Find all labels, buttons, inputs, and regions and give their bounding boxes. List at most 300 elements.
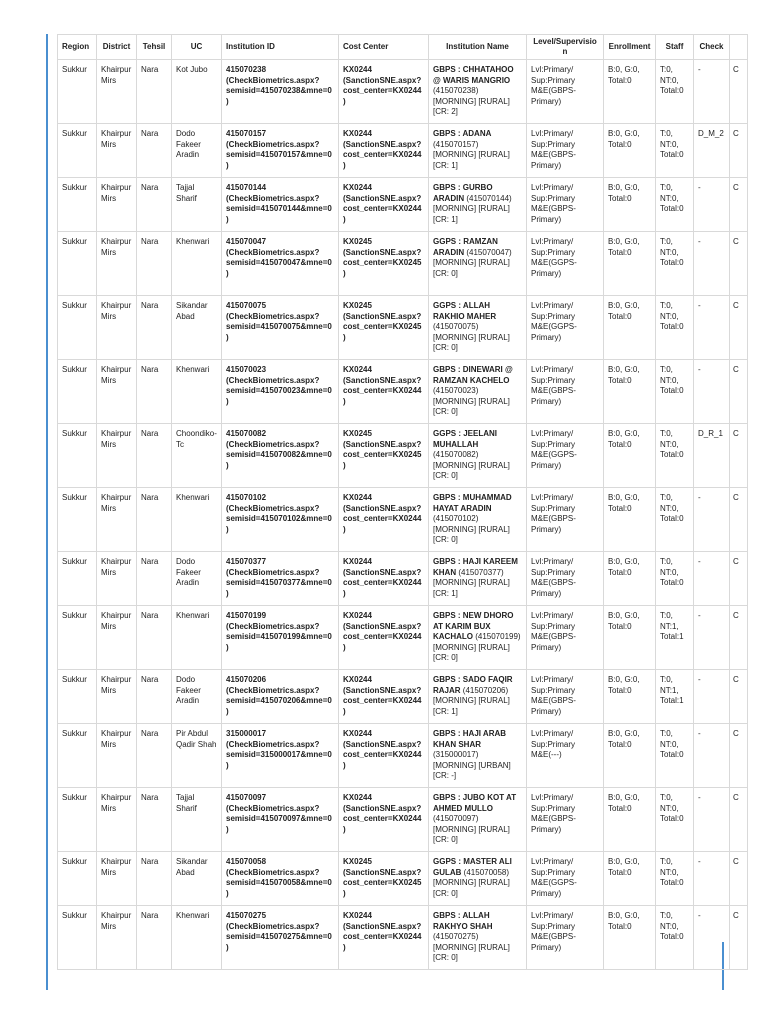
cell-region: Sukkur <box>58 424 97 488</box>
cell-enrollment: B:0, G:0, Total:0 <box>604 606 656 670</box>
cell-uc: Dodo Fakeer Aradin <box>172 124 222 178</box>
cell-institution-id[interactable] <box>222 488 339 552</box>
cell-tehsil: Nara <box>137 788 172 852</box>
cell-cost-center[interactable] <box>339 296 429 360</box>
cell-staff: T:0, NT:0, Total:0 <box>656 906 694 970</box>
cell-uc: Tajjal Sharif <box>172 178 222 232</box>
cell-check: - <box>694 488 730 552</box>
cell-district: Khairpur Mirs <box>97 232 137 296</box>
institution-id-link[interactable]: 415070102 <box>226 493 267 502</box>
cell-tehsil: Nara <box>137 232 172 296</box>
cell-level-supervision: Lvl:Primary/ Sup:Primary M&E(GGPS-Primary) <box>527 232 604 296</box>
table-row[interactable] <box>58 852 748 906</box>
institution-id-link[interactable]: 415070275 <box>226 911 267 920</box>
cell-district: Khairpur Mirs <box>97 670 137 724</box>
institution-details: (415070082) [MORNING] [RURAL] [CR: 0] <box>433 450 510 480</box>
cell-district: Khairpur Mirs <box>97 424 137 488</box>
cell-institution-name <box>429 60 527 124</box>
cell-institution-name <box>429 724 527 788</box>
cell-institution-name <box>429 906 527 970</box>
cost-center-link[interactable]: KX0244 <box>343 365 372 374</box>
cell-institution-id[interactable] <box>222 296 339 360</box>
cell-uc: Khenwari <box>172 906 222 970</box>
cell-institution-name <box>429 488 527 552</box>
check-biometrics-link[interactable]: (CheckBiometrics.aspx?semisid=415070157&mne=0) <box>226 139 332 170</box>
cell-institution-name <box>429 670 527 724</box>
table-row[interactable] <box>58 788 748 852</box>
institution-details: (415070058) [MORNING] [RURAL] [CR: 0] <box>433 867 510 898</box>
check-biometrics-link[interactable]: (CheckBiometrics.aspx?semisid=415070023&mne=0) <box>226 375 332 406</box>
cell-region: Sukkur <box>58 606 97 670</box>
cell-district: Khairpur Mirs <box>97 852 137 906</box>
cell-region: Sukkur <box>58 852 97 906</box>
cell-cut-off: C <box>730 606 748 670</box>
cell-district: Khairpur Mirs <box>97 124 137 178</box>
table-row[interactable] <box>58 124 748 178</box>
cell-check: - <box>694 852 730 906</box>
institutions-table-container[interactable] <box>57 34 768 962</box>
cell-uc: Tajjal Sharif <box>172 788 222 852</box>
check-biometrics-link[interactable]: (CheckBiometrics.aspx?semisid=415070238&mne=0) <box>226 75 332 106</box>
check-biometrics-link[interactable]: (CheckBiometrics.aspx?semisid=415070047&mne=0) <box>226 247 332 278</box>
cell-institution-name <box>429 124 527 178</box>
institution-details: (415070047) [MORNING] [RURAL] [CR: 0] <box>433 247 512 278</box>
cell-tehsil: Nara <box>137 670 172 724</box>
institution-id-link[interactable]: 415070075 <box>226 301 267 310</box>
institution-details: (415070377) [MORNING] [RURAL] [CR: 1] <box>433 567 510 598</box>
sanction-sne-link[interactable]: (SanctionSNE.aspx?cost_center=KX0245) <box>343 247 422 278</box>
cell-level-supervision: Lvl:Primary/ Sup:Primary M&E(GGPS-Primary) <box>527 852 604 906</box>
cell-cost-center[interactable] <box>339 232 429 296</box>
cell-tehsil: Nara <box>137 606 172 670</box>
table-row[interactable] <box>58 360 748 424</box>
institution-name: GGPS : RAMZAN ARADIN <box>433 237 498 257</box>
table-row[interactable] <box>58 606 748 670</box>
cell-enrollment: B:0, G:0, Total:0 <box>604 488 656 552</box>
cell-region: Sukkur <box>58 178 97 232</box>
check-biometrics-link[interactable]: (CheckBiometrics.aspx?semisid=415070199&mne=0) <box>226 621 332 652</box>
cell-level-supervision: Lvl:Primary/ Sup:Primary M&E(GBPS-Primary) <box>527 360 604 424</box>
header-cost-center[interactable]: Cost Center <box>339 35 429 60</box>
cell-cost-center[interactable] <box>339 788 429 852</box>
cell-tehsil: Nara <box>137 424 172 488</box>
cost-center-link[interactable]: KX0244 <box>343 65 372 74</box>
cell-cost-center[interactable] <box>339 724 429 788</box>
cell-district: Khairpur Mirs <box>97 606 137 670</box>
cell-district: Khairpur Mirs <box>97 488 137 552</box>
institution-name: GBPS : HAJI KAREEM KHAN <box>433 557 518 577</box>
cell-enrollment: B:0, G:0, Total:0 <box>604 296 656 360</box>
header-tehsil[interactable]: Tehsil <box>137 35 172 60</box>
cell-cut-off: C <box>730 906 748 970</box>
cell-cost-center[interactable] <box>339 60 429 124</box>
cell-cost-center[interactable] <box>339 124 429 178</box>
cell-enrollment: B:0, G:0, Total:0 <box>604 852 656 906</box>
table-row[interactable] <box>58 296 748 360</box>
cell-district: Khairpur Mirs <box>97 724 137 788</box>
institution-id-link[interactable]: 415070199 <box>226 611 267 620</box>
cell-institution-id[interactable] <box>222 424 339 488</box>
cell-tehsil: Nara <box>137 60 172 124</box>
cell-staff: T:0, NT:0, Total:0 <box>656 424 694 488</box>
institution-details: (415070075) [MORNING] [RURAL] [CR: 0] <box>433 322 510 352</box>
cell-uc: Dodo Fakeer Aradin <box>172 670 222 724</box>
cell-staff: T:0, NT:0, Total:0 <box>656 60 694 124</box>
cell-uc: Sikandar Abad <box>172 852 222 906</box>
cell-district: Khairpur Mirs <box>97 60 137 124</box>
table-row[interactable] <box>58 552 748 606</box>
cell-cut-off: C <box>730 178 748 232</box>
cell-enrollment: B:0, G:0, Total:0 <box>604 424 656 488</box>
institution-details: (415070275) [MORNING] [RURAL] [CR: 0] <box>433 932 510 962</box>
cell-institution-id[interactable] <box>222 60 339 124</box>
cell-cut-off: C <box>730 852 748 906</box>
institution-id-link[interactable]: 415070058 <box>226 857 267 866</box>
cell-region: Sukkur <box>58 906 97 970</box>
cell-uc: Dodo Fakeer Aradin <box>172 552 222 606</box>
cell-enrollment: B:0, G:0, Total:0 <box>604 724 656 788</box>
cell-tehsil: Nara <box>137 296 172 360</box>
cell-region: Sukkur <box>58 488 97 552</box>
sanction-sne-link[interactable]: (SanctionSNE.aspx?cost_center=KX0244) <box>343 921 422 952</box>
cell-cost-center[interactable] <box>339 670 429 724</box>
sanction-sne-link[interactable]: (SanctionSNE.aspx?cost_center=KX0244) <box>343 75 422 106</box>
header-staff[interactable]: Staff <box>656 35 694 60</box>
cell-cut-off: C <box>730 424 748 488</box>
cost-center-link[interactable]: KX0245 <box>343 429 372 438</box>
cell-enrollment: B:0, G:0, Total:0 <box>604 788 656 852</box>
header-check[interactable]: Check <box>694 35 730 60</box>
table-row[interactable] <box>58 670 748 724</box>
institution-id-link[interactable]: 415070082 <box>226 429 267 438</box>
cell-cost-center[interactable] <box>339 552 429 606</box>
cell-level-supervision: Lvl:Primary/ Sup:Primary M&E(GBPS-Primary) <box>527 670 604 724</box>
cell-institution-name <box>429 424 527 488</box>
institution-details: (415070144) [MORNING] [RURAL] [CR: 1] <box>433 193 512 224</box>
check-biometrics-link[interactable]: (CheckBiometrics.aspx?semisid=415070075&mne=0) <box>226 311 332 342</box>
cell-cut-off: C <box>730 360 748 424</box>
cell-cut-off: C <box>730 232 748 296</box>
cell-district: Khairpur Mirs <box>97 296 137 360</box>
cell-cost-center[interactable] <box>339 424 429 488</box>
cell-tehsil: Nara <box>137 360 172 424</box>
institution-name: GBPS : HAJI ARAB KHAN SHAR <box>433 729 507 749</box>
cell-check: - <box>694 232 730 296</box>
cost-center-link[interactable]: KX0244 <box>343 557 372 566</box>
cell-uc: Khenwari <box>172 606 222 670</box>
institution-details: (415070199) [MORNING] [RURAL] [CR: 0] <box>433 632 521 662</box>
cell-institution-name <box>429 852 527 906</box>
cell-level-supervision: Lvl:Primary/ Sup:Primary M&E(GGPS-Primary) <box>527 424 604 488</box>
header-cut-off <box>730 35 748 60</box>
cost-center-link[interactable]: KX0244 <box>343 793 372 802</box>
header-institution-id[interactable]: Institution ID <box>222 35 339 60</box>
header-district[interactable]: District <box>97 35 137 60</box>
cell-level-supervision: Lvl:Primary/ Sup:Primary M&E(---) <box>527 724 604 788</box>
cell-enrollment: B:0, G:0, Total:0 <box>604 232 656 296</box>
cell-tehsil: Nara <box>137 552 172 606</box>
cell-region: Sukkur <box>58 232 97 296</box>
institution-name: GBPS : NEW DHORO AT KARIM BUX KACHALO <box>433 611 514 641</box>
cell-institution-id[interactable] <box>222 552 339 606</box>
cell-level-supervision: Lvl:Primary/ Sup:Primary M&E(GBPS-Primary) <box>527 60 604 124</box>
cell-check: - <box>694 606 730 670</box>
table-header-row <box>58 35 748 60</box>
cost-center-link[interactable]: KX0245 <box>343 237 372 246</box>
institution-id-link[interactable]: 415070097 <box>226 793 267 802</box>
header-region[interactable]: Region <box>58 35 97 60</box>
institution-name: GBPS : CHHATAHOO @ WARIS MANGRIO <box>433 65 514 85</box>
institution-details: (415070238) [MORNING] [RURAL] [CR: 2] <box>433 86 510 116</box>
check-biometrics-link[interactable]: (CheckBiometrics.aspx?semisid=415070058&mne=0) <box>226 867 332 898</box>
cell-tehsil: Nara <box>137 724 172 788</box>
cell-level-supervision: Lvl:Primary/ Sup:Primary M&E(GBPS-Primary) <box>527 178 604 232</box>
institution-name: GBPS : ADANA <box>433 129 492 138</box>
cell-staff: T:0, NT:1, Total:1 <box>656 670 694 724</box>
table-row[interactable] <box>58 488 748 552</box>
cell-institution-name <box>429 552 527 606</box>
sanction-sne-link[interactable]: (SanctionSNE.aspx?cost_center=KX0244) <box>343 139 422 170</box>
cell-tehsil: Nara <box>137 906 172 970</box>
table-row[interactable] <box>58 60 748 124</box>
cell-enrollment: B:0, G:0, Total:0 <box>604 552 656 606</box>
cell-staff: T:0, NT:0, Total:0 <box>656 552 694 606</box>
table-row[interactable] <box>58 724 748 788</box>
sanction-sne-link[interactable]: (SanctionSNE.aspx?cost_center=KX0244) <box>343 739 422 770</box>
institution-id-link[interactable]: 415070047 <box>226 237 267 246</box>
cell-region: Sukkur <box>58 670 97 724</box>
cell-tehsil: Nara <box>137 124 172 178</box>
sanction-sne-link[interactable]: (SanctionSNE.aspx?cost_center=KX0245) <box>343 311 422 342</box>
cell-enrollment: B:0, G:0, Total:0 <box>604 906 656 970</box>
cell-level-supervision: Lvl:Primary/ Sup:Primary M&E(GBPS-Primary) <box>527 124 604 178</box>
check-biometrics-link[interactable]: (CheckBiometrics.aspx?semisid=415070377&mne=0) <box>226 567 332 598</box>
institution-name: GGPS : MASTER ALI GULAB <box>433 857 512 877</box>
cell-cut-off: C <box>730 488 748 552</box>
cell-region: Sukkur <box>58 360 97 424</box>
cell-cut-off: C <box>730 670 748 724</box>
sanction-sne-link[interactable]: (SanctionSNE.aspx?cost_center=KX0244) <box>343 193 422 224</box>
cell-level-supervision: Lvl:Primary/ Sup:Primary M&E(GBPS-Primary) <box>527 552 604 606</box>
cell-tehsil: Nara <box>137 852 172 906</box>
cell-cost-center[interactable] <box>339 606 429 670</box>
cell-institution-id[interactable] <box>222 852 339 906</box>
table-row[interactable] <box>58 232 748 296</box>
cell-district: Khairpur Mirs <box>97 360 137 424</box>
institution-id-link[interactable]: 315000017 <box>226 729 267 738</box>
cost-center-link[interactable]: KX0244 <box>343 129 372 138</box>
cell-uc: Khenwari <box>172 232 222 296</box>
cell-institution-id[interactable] <box>222 124 339 178</box>
institution-id-link[interactable]: 415070238 <box>226 65 267 74</box>
cell-institution-name <box>429 360 527 424</box>
sanction-sne-link[interactable]: (SanctionSNE.aspx?cost_center=KX0244) <box>343 567 422 598</box>
institution-id-link[interactable]: 415070023 <box>226 365 267 374</box>
cell-level-supervision: Lvl:Primary/ Sup:Primary M&E(GBPS-Primary) <box>527 606 604 670</box>
institution-details: (415070023) [MORNING] [RURAL] [CR: 0] <box>433 386 510 416</box>
cell-institution-name <box>429 178 527 232</box>
cell-cut-off: C <box>730 296 748 360</box>
institution-name: GBPS : DINEWARI @ RAMZAN KACHELO <box>433 365 513 385</box>
cell-district: Khairpur Mirs <box>97 552 137 606</box>
cell-staff: T:0, NT:0, Total:0 <box>656 724 694 788</box>
check-biometrics-link[interactable]: (CheckBiometrics.aspx?semisid=315000017&mne=0) <box>226 739 332 770</box>
cell-institution-id[interactable] <box>222 360 339 424</box>
sanction-sne-link[interactable]: (SanctionSNE.aspx?cost_center=KX0244) <box>343 685 422 716</box>
sanction-sne-link[interactable]: (SanctionSNE.aspx?cost_center=KX0245) <box>343 439 422 470</box>
check-biometrics-link[interactable]: (CheckBiometrics.aspx?semisid=415070097&mne=0) <box>226 803 332 834</box>
cost-center-link[interactable]: KX0244 <box>343 911 372 920</box>
cell-check: - <box>694 360 730 424</box>
institution-name: GBPS : GURBO ARADIN <box>433 183 493 203</box>
header-institution-name[interactable]: Institution Name <box>429 35 527 60</box>
cell-institution-id[interactable] <box>222 724 339 788</box>
cell-institution-name <box>429 232 527 296</box>
cell-tehsil: Nara <box>137 178 172 232</box>
institution-id-link[interactable]: 415070157 <box>226 129 267 138</box>
institution-details: (415070097) [MORNING] [RURAL] [CR: 0] <box>433 814 510 844</box>
institution-details: (415070102) [MORNING] [RURAL] [CR: 0] <box>433 514 510 544</box>
cell-staff: T:0, NT:0, Total:0 <box>656 232 694 296</box>
institution-details: (415070206) [MORNING] [RURAL] [CR: 1] <box>433 685 510 716</box>
cell-institution-id[interactable] <box>222 670 339 724</box>
cell-check: - <box>694 60 730 124</box>
check-biometrics-link[interactable]: (CheckBiometrics.aspx?semisid=415070275&mne=0) <box>226 921 332 952</box>
cell-institution-id[interactable] <box>222 178 339 232</box>
cell-institution-name <box>429 606 527 670</box>
cell-check: - <box>694 178 730 232</box>
check-biometrics-link[interactable]: (CheckBiometrics.aspx?semisid=415070102&mne=0) <box>226 503 332 534</box>
cost-center-link[interactable]: KX0244 <box>343 611 372 620</box>
cell-region: Sukkur <box>58 60 97 124</box>
institution-name: GGPS : JEELANI MUHALLAH <box>433 429 498 449</box>
institution-name: GGPS : ALLAH RAKHIO MAHER <box>433 301 497 321</box>
cell-institution-name <box>429 788 527 852</box>
cell-staff: T:0, NT:0, Total:0 <box>656 852 694 906</box>
cell-uc: Choondiko-Tc <box>172 424 222 488</box>
header-uc[interactable]: UC <box>172 35 222 60</box>
cell-institution-id[interactable] <box>222 606 339 670</box>
cell-region: Sukkur <box>58 724 97 788</box>
check-biometrics-link[interactable]: (CheckBiometrics.aspx?semisid=415070206&mne=0) <box>226 685 332 716</box>
cell-check: D_M_2 <box>694 124 730 178</box>
table-row[interactable] <box>58 424 748 488</box>
cell-enrollment: B:0, G:0, Total:0 <box>604 670 656 724</box>
header-level-supervision[interactable]: Level/Supervision <box>527 35 604 60</box>
cell-district: Khairpur Mirs <box>97 788 137 852</box>
cost-center-link[interactable]: KX0244 <box>343 675 372 684</box>
table-row[interactable] <box>58 178 748 232</box>
cell-check: - <box>694 296 730 360</box>
cell-check: - <box>694 906 730 970</box>
cell-level-supervision: Lvl:Primary/ Sup:Primary M&E(GGPS-Primary) <box>527 296 604 360</box>
cost-center-link[interactable]: KX0244 <box>343 729 372 738</box>
sanction-sne-link[interactable]: (SanctionSNE.aspx?cost_center=KX0244) <box>343 375 422 406</box>
cell-region: Sukkur <box>58 788 97 852</box>
cost-center-link[interactable]: KX0244 <box>343 183 372 192</box>
cell-cost-center[interactable] <box>339 178 429 232</box>
cell-staff: T:0, NT:0, Total:0 <box>656 296 694 360</box>
cell-check: - <box>694 724 730 788</box>
sanction-sne-link[interactable]: (SanctionSNE.aspx?cost_center=KX0244) <box>343 803 422 834</box>
institution-name: GBPS : JUBO KOT AT AHMED MULLO <box>433 793 517 813</box>
cell-check: - <box>694 788 730 852</box>
institution-id-link[interactable]: 415070377 <box>226 557 267 566</box>
cell-institution-id[interactable] <box>222 788 339 852</box>
cell-check: D_R_1 <box>694 424 730 488</box>
cell-check: - <box>694 552 730 606</box>
header-enrollment[interactable]: Enrollment <box>604 35 656 60</box>
cell-cost-center[interactable] <box>339 488 429 552</box>
institution-name: GBPS : SADO FAQIR RAJAR <box>433 675 513 695</box>
cell-uc: Khenwari <box>172 488 222 552</box>
cell-cut-off: C <box>730 788 748 852</box>
table-row[interactable] <box>58 906 748 970</box>
cell-institution-id[interactable] <box>222 906 339 970</box>
institution-details: (415070157) [MORNING] [RURAL] [CR: 1] <box>433 139 510 170</box>
cell-staff: T:0, NT:0, Total:0 <box>656 788 694 852</box>
cell-check: - <box>694 670 730 724</box>
cell-cut-off: C <box>730 60 748 124</box>
cell-cost-center[interactable] <box>339 360 429 424</box>
cell-enrollment: B:0, G:0, Total:0 <box>604 178 656 232</box>
cell-staff: T:0, NT:0, Total:0 <box>656 360 694 424</box>
cost-center-link[interactable]: KX0245 <box>343 301 372 310</box>
institution-name: GBPS : MUHAMMAD HAYAT ARADIN <box>433 493 512 513</box>
cell-uc: Sikandar Abad <box>172 296 222 360</box>
cell-level-supervision: Lvl:Primary/ Sup:Primary M&E(GBPS-Primary) <box>527 488 604 552</box>
cell-uc: Kot Jubo <box>172 60 222 124</box>
cell-enrollment: B:0, G:0, Total:0 <box>604 60 656 124</box>
cell-enrollment: B:0, G:0, Total:0 <box>604 360 656 424</box>
cell-staff: T:0, NT:0, Total:0 <box>656 178 694 232</box>
cell-district: Khairpur Mirs <box>97 178 137 232</box>
cell-enrollment: B:0, G:0, Total:0 <box>604 124 656 178</box>
cell-staff: T:0, NT:0, Total:0 <box>656 488 694 552</box>
cell-staff: T:0, NT:1, Total:1 <box>656 606 694 670</box>
cell-cost-center[interactable] <box>339 852 429 906</box>
check-biometrics-link[interactable]: (CheckBiometrics.aspx?semisid=415070082&mne=0) <box>226 439 332 470</box>
institution-id-link[interactable]: 415070206 <box>226 675 267 684</box>
cell-uc: Pir Abdul Qadir Shah <box>172 724 222 788</box>
cell-tehsil: Nara <box>137 488 172 552</box>
cell-staff: T:0, NT:0, Total:0 <box>656 124 694 178</box>
sanction-sne-link[interactable]: (SanctionSNE.aspx?cost_center=KX0244) <box>343 503 422 534</box>
cell-level-supervision: Lvl:Primary/ Sup:Primary M&E(GBPS-Primary) <box>527 788 604 852</box>
cell-cut-off: C <box>730 124 748 178</box>
cell-district: Khairpur Mirs <box>97 906 137 970</box>
check-biometrics-link[interactable]: (CheckBiometrics.aspx?semisid=415070144&mne=0) <box>226 193 332 224</box>
cell-region: Sukkur <box>58 552 97 606</box>
cell-uc: Khenwari <box>172 360 222 424</box>
sanction-sne-link[interactable]: (SanctionSNE.aspx?cost_center=KX0245) <box>343 867 422 898</box>
institution-id-link[interactable]: 415070144 <box>226 183 267 192</box>
cell-level-supervision: Lvl:Primary/ Sup:Primary M&E(GBPS-Primary) <box>527 906 604 970</box>
cost-center-link[interactable]: KX0244 <box>343 493 372 502</box>
left-border-rule <box>46 34 48 990</box>
cell-institution-name <box>429 296 527 360</box>
cell-cost-center[interactable] <box>339 906 429 970</box>
cell-region: Sukkur <box>58 296 97 360</box>
cell-cut-off: C <box>730 552 748 606</box>
cell-cut-off: C <box>730 724 748 788</box>
institutions-table <box>57 34 748 970</box>
institution-name: GBPS : ALLAH RAKHYO SHAH <box>433 911 493 931</box>
sanction-sne-link[interactable]: (SanctionSNE.aspx?cost_center=KX0244) <box>343 621 422 652</box>
cell-institution-id[interactable] <box>222 232 339 296</box>
cost-center-link[interactable]: KX0245 <box>343 857 372 866</box>
cell-region: Sukkur <box>58 124 97 178</box>
